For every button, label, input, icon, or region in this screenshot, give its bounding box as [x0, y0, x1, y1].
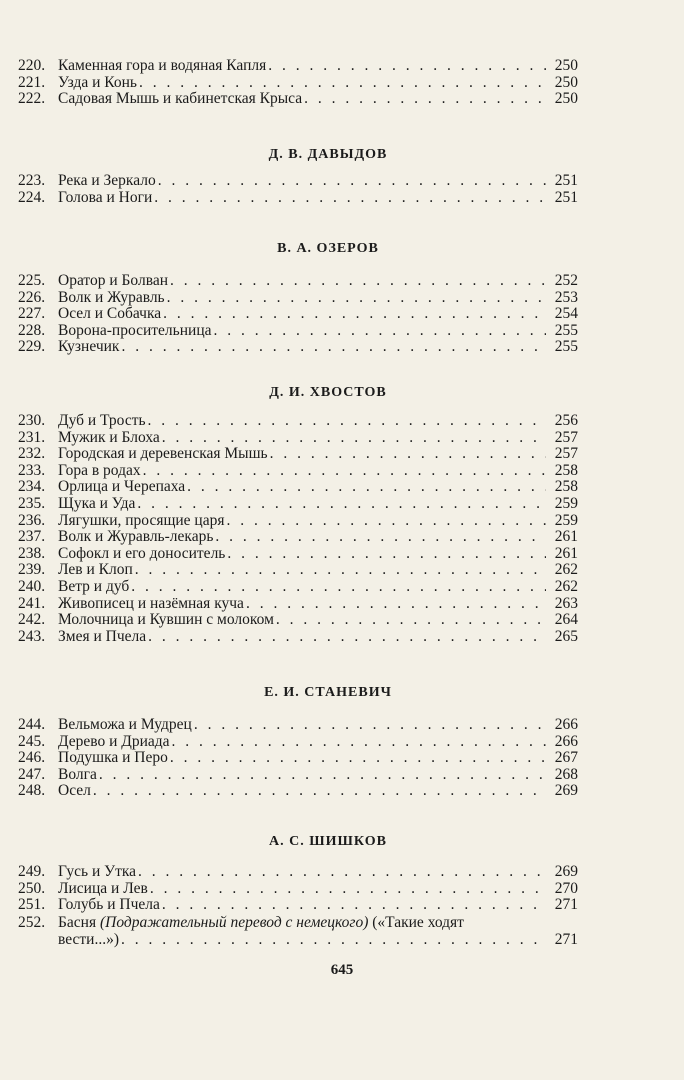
toc-entry: 224. Голова и Ноги . . . 251 — [18, 190, 578, 207]
toc-entry: 222. Садовая Мышь и кабинетская Крыса . . . 250 — [18, 91, 578, 108]
section-heading: В. А. ОЗЕРОВ — [277, 241, 379, 256]
toc-entry: 232. Городская и деревенская Мышь . . . 257 — [18, 446, 578, 463]
section-heading: Д. В. ДАВЫДОВ — [268, 147, 388, 162]
toc-entry: 223. Река и Зеркало . . . 251 — [18, 173, 578, 190]
toc-entry: 221. Узда и Конь . . . 250 — [18, 75, 578, 92]
section-continuation — [18, 58, 578, 108]
toc-entry: 227. Осел и Собачка . . . 254 — [18, 306, 578, 323]
toc-entry: 225. Оратор и Болван . . . 252 — [18, 273, 578, 290]
toc-entry: 243. Змея и Пчела . . . 265 — [18, 629, 578, 646]
toc-entry: 251. Голубь и Пчела . . . 271 — [18, 897, 578, 914]
toc-entry: 250. Лисица и Лев . . . 270 — [18, 881, 578, 898]
toc-entry: 236. Лягушки, просящие царя . . . 259 — [18, 513, 578, 530]
toc-entry: 244. Вельможа и Мудрец . . . 266 — [18, 717, 578, 734]
toc-entry: 247. Волга . . . 268 — [18, 767, 578, 784]
section-davydov — [18, 147, 578, 206]
toc-entry: 228. Ворона-просительница . . . 255 — [18, 323, 578, 340]
toc-entry: 246. Подушка и Перо . . . 267 — [18, 750, 578, 767]
toc-entry: 238. Софокл и его доноситель . . . 261 — [18, 546, 578, 563]
toc-entry: 230. Дуб и Трость . . . 256 — [18, 413, 578, 430]
toc-entry: 235. Щука и Уда . . . 259 — [18, 496, 578, 513]
section-heading: А. С. ШИШКОВ — [269, 834, 387, 849]
section-shishkov — [18, 834, 578, 948]
section-ozerov — [18, 241, 578, 356]
toc-entry: 245. Дерево и Дриада . . . 266 — [18, 734, 578, 751]
toc-entry: 220. Каменная гора и водяная Капля . . . 250 — [18, 58, 578, 75]
toc-entry: 231. Мужик и Блоха . . . 257 — [18, 430, 578, 447]
section-khvostov — [18, 385, 578, 645]
toc-entry: 240. Ветр и дуб . . . 262 — [18, 579, 578, 596]
page-number: 645 — [330, 962, 354, 978]
section-stanevich — [18, 685, 578, 800]
section-heading: Д. И. ХВОСТОВ — [269, 385, 387, 400]
toc-entry-multiline: 252. Басня (Подражательный перевод с немецкого) («Такие ходят вести...») . . . 271 — [18, 914, 578, 948]
toc-entry: 229. Кузнечик . . . 255 — [18, 339, 578, 356]
toc-entry: 239. Лев и Клоп . . . 262 — [18, 562, 578, 579]
toc-entry: 248. Осел . . . 269 — [18, 783, 578, 800]
toc-entry: 234. Орлица и Черепаха . . . 258 — [18, 479, 578, 496]
section-heading: Е. И. СТАНЕВИЧ — [264, 685, 392, 700]
toc-entry: 233. Гора в родах . . . 258 — [18, 463, 578, 480]
toc-entry: 242. Молочница и Кувшин с молоком . . . 264 — [18, 612, 578, 629]
toc-entry: 226. Волк и Журавль . . . 253 — [18, 290, 578, 307]
toc-entry: 237. Волк и Журавль-лекарь . . . 261 — [18, 529, 578, 546]
toc-entry: 249. Гусь и Утка . . . 269 — [18, 864, 578, 881]
toc-entry: 241. Живописец и назёмная куча . . . 263 — [18, 596, 578, 613]
